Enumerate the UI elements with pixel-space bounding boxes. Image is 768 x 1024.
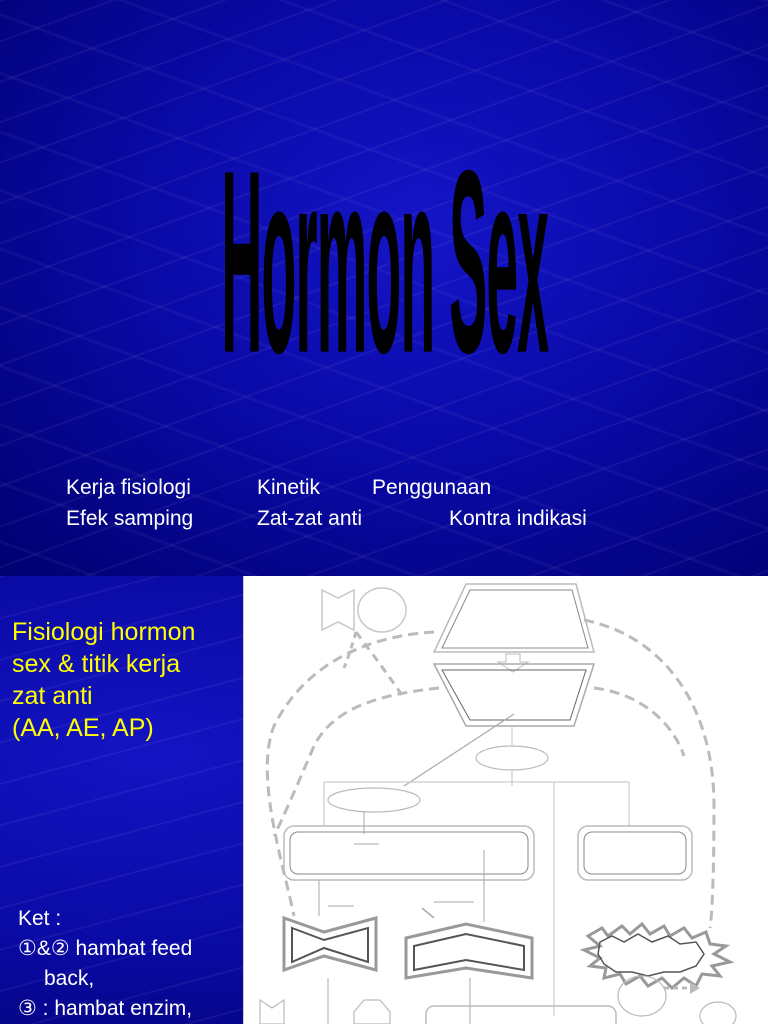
title-line-4: (AA, AE, AP) bbox=[12, 714, 154, 742]
diagram-svg bbox=[244, 576, 768, 1024]
ket-line-2: back, bbox=[44, 967, 95, 990]
left-organ-box-inner bbox=[290, 832, 528, 874]
physiology-slide bbox=[0, 576, 768, 1024]
menu-penggunaan[interactable]: Penggunaan bbox=[372, 476, 492, 499]
ket-line-1: ①&② hambat feed bbox=[18, 937, 193, 960]
left-organ-box bbox=[284, 826, 534, 880]
bottom-hexagon-icon bbox=[354, 1000, 390, 1024]
menu-efek-samping[interactable]: Efek samping bbox=[66, 507, 194, 530]
effect-starburst bbox=[584, 924, 730, 988]
hypothalamus-icon bbox=[322, 590, 354, 630]
right-organ-box bbox=[578, 826, 692, 880]
brain-circle-icon bbox=[358, 588, 406, 632]
hormone-ellipse bbox=[476, 746, 548, 770]
feedback-arrow-1 bbox=[267, 632, 434, 916]
legend-ket bbox=[18, 904, 243, 1024]
slide-title-text: Hormon Sex bbox=[221, 120, 549, 410]
target-cell-middle bbox=[406, 924, 532, 978]
ket-heading: Ket : bbox=[18, 907, 62, 930]
menu-zat-zat-anti[interactable]: Zat-zat anti bbox=[257, 507, 363, 530]
menu-kerja-fisiologi[interactable]: Kerja fisiologi bbox=[66, 476, 191, 499]
slide-title bbox=[221, 120, 549, 410]
bottom-left-icon bbox=[260, 1000, 284, 1024]
bottom-right-circle bbox=[700, 1002, 736, 1024]
target-cell-left bbox=[284, 918, 376, 970]
ket-line-3: ③ : hambat enzim, bbox=[18, 997, 193, 1020]
feedback-arrow-4 bbox=[584, 620, 714, 928]
feedback-arrow-5 bbox=[594, 688, 684, 756]
ovary-ellipse bbox=[328, 788, 420, 812]
target-cell-middle-inner bbox=[414, 934, 524, 970]
bottom-circle bbox=[618, 976, 666, 1016]
title-line-1: Fisiologi hormon bbox=[12, 618, 196, 646]
down-arrow-icon bbox=[498, 654, 528, 672]
hormone-diagram bbox=[243, 576, 768, 1024]
feedback-arrow-2 bbox=[274, 688, 439, 836]
hypothalamus-box-inner bbox=[442, 590, 588, 648]
title-line-2: sex & titik kerja bbox=[12, 650, 181, 678]
menu-kinetik[interactable]: Kinetik bbox=[257, 476, 321, 499]
title-line-3: zat anti bbox=[12, 682, 93, 710]
arrow-line bbox=[404, 714, 514, 786]
hypothalamus-box bbox=[434, 584, 594, 652]
bottom-box bbox=[426, 1006, 616, 1024]
menu-kontra-indikasi[interactable]: Kontra indikasi bbox=[449, 507, 587, 530]
physiology-title bbox=[12, 616, 240, 744]
right-organ-box-inner bbox=[584, 832, 686, 874]
pituitary-box-inner bbox=[442, 670, 586, 720]
effect-starburst-inner bbox=[598, 934, 704, 976]
pituitary-box bbox=[434, 664, 594, 726]
